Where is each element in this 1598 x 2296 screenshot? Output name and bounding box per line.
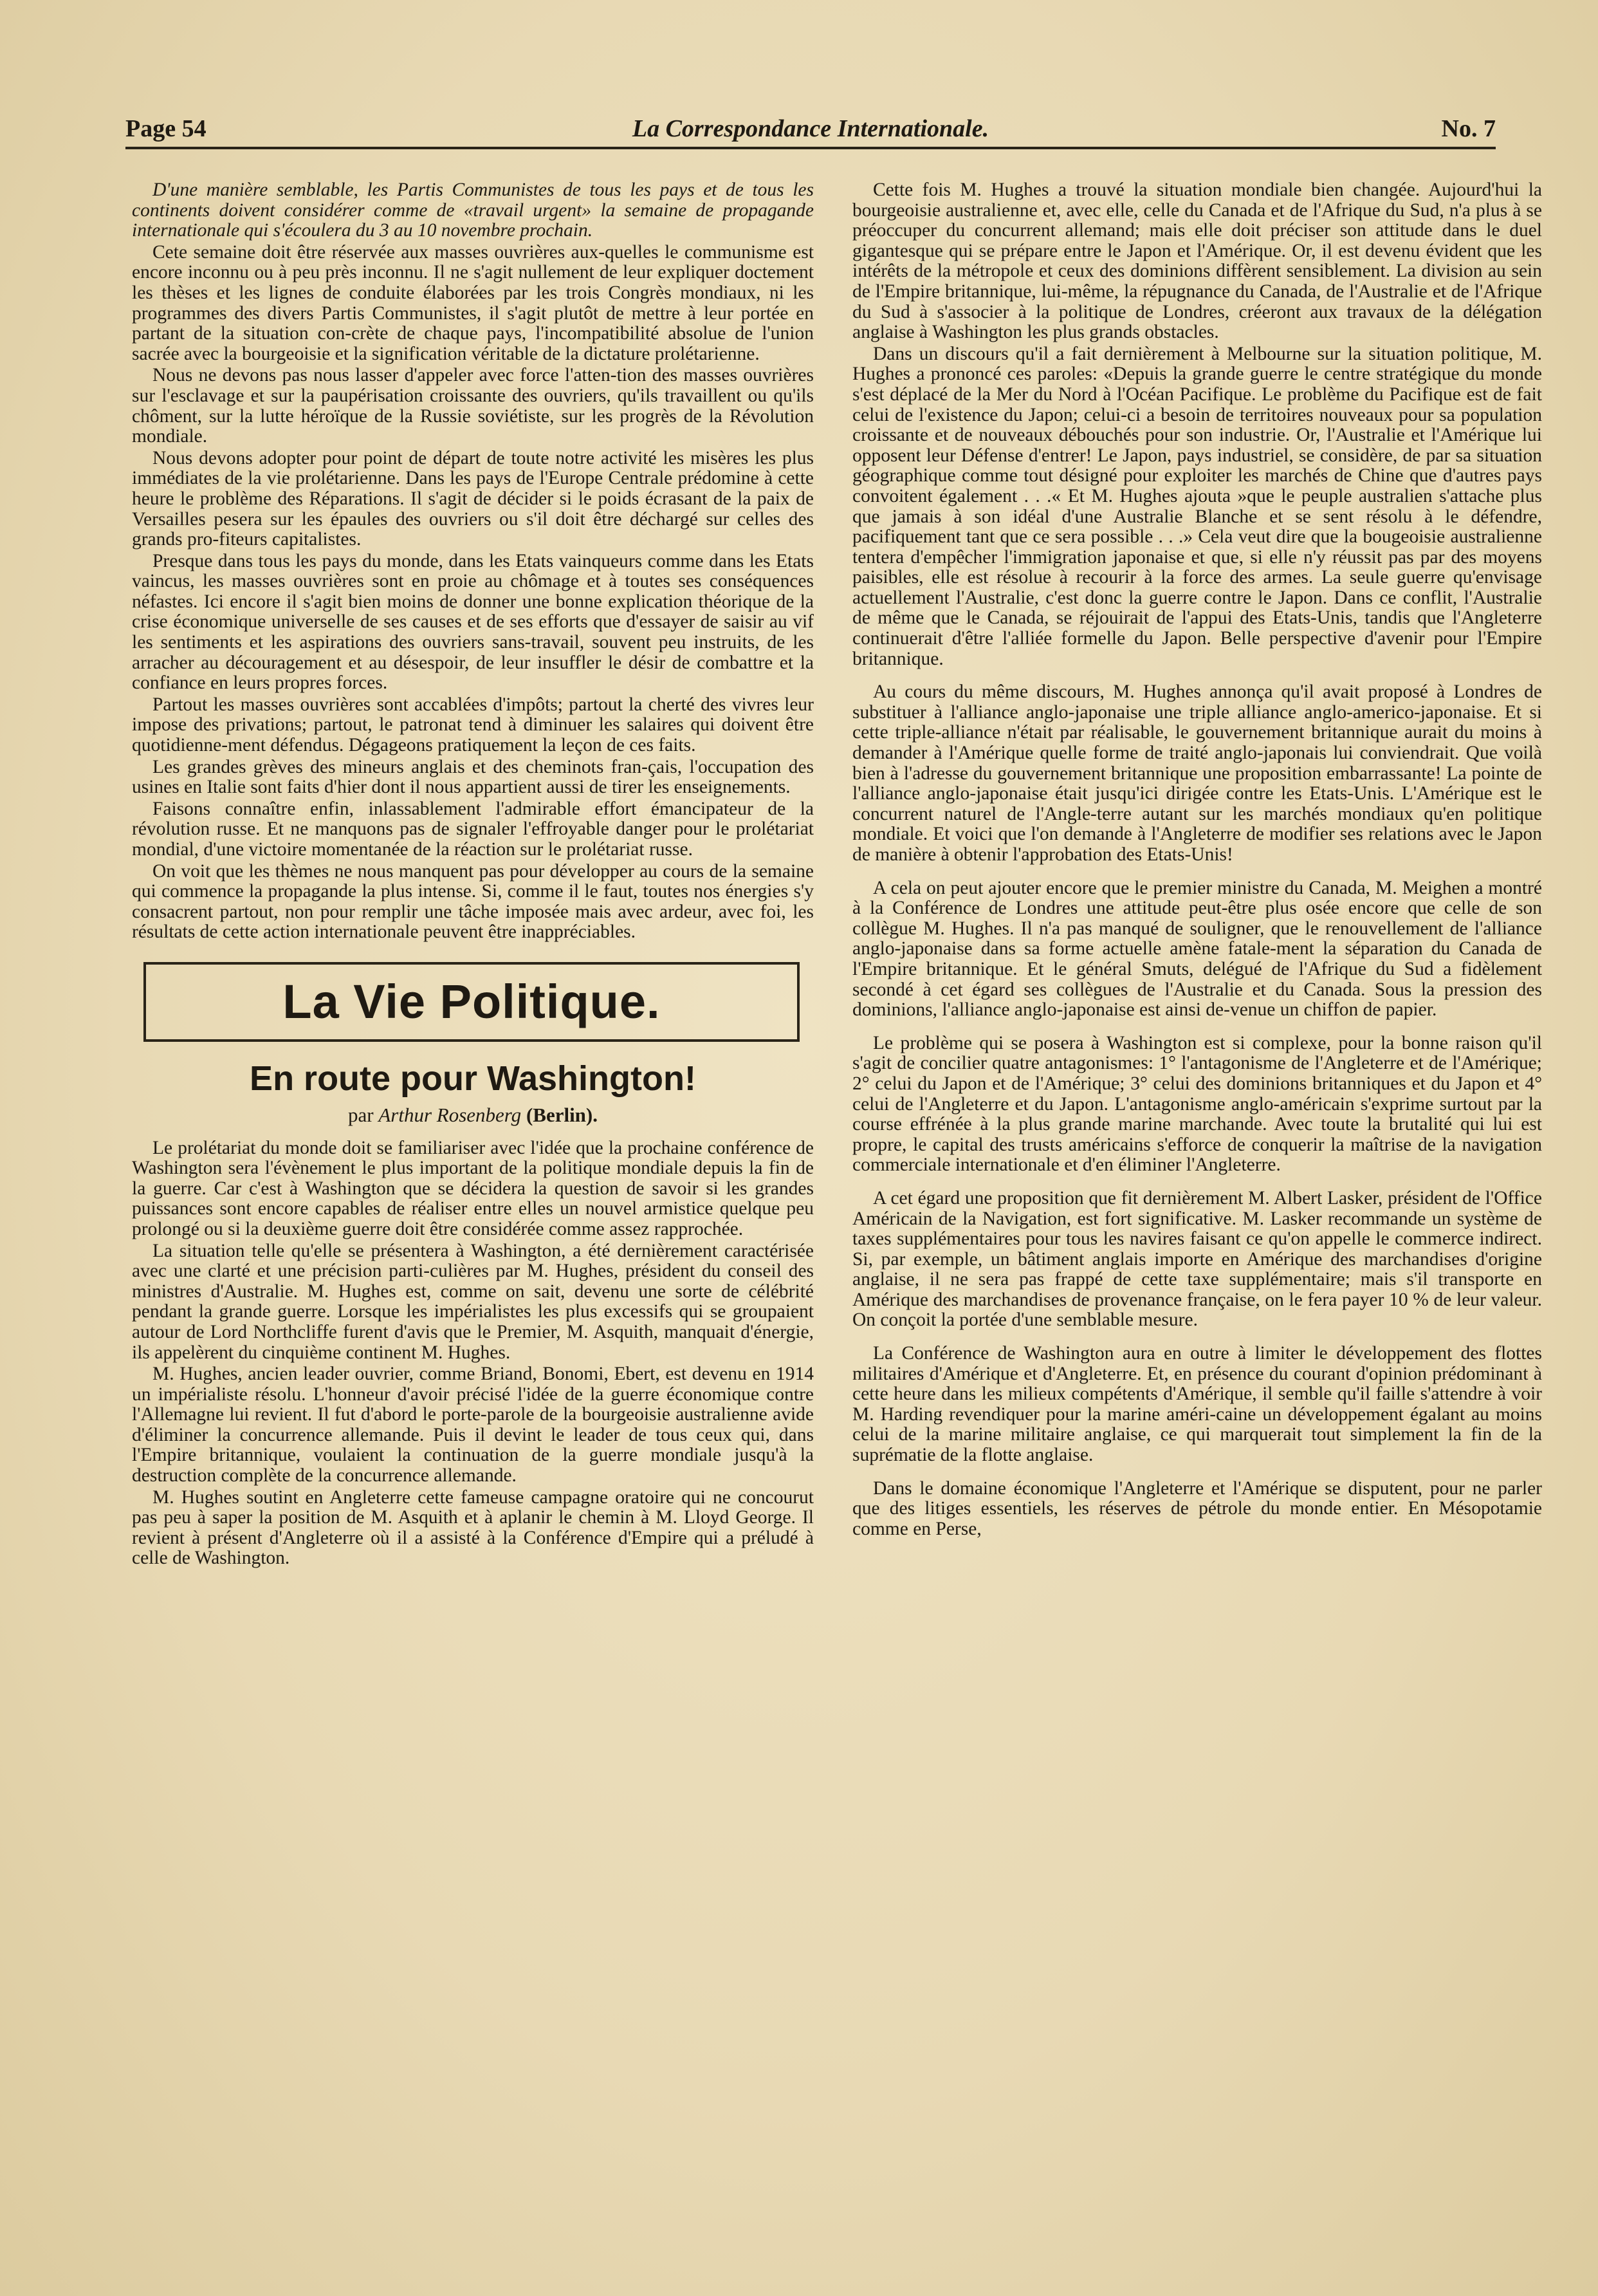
intro-paragraph-5: Presque dans tous les pays du monde, dans les Etats vainqueurs comme dans les Etats vaincus, les masses ouvrières sont en proie au chômage et à toutes ses conséquences néfastes. Ici encore il s'agit bien moins de donner une bonne explication théorique de la crise économique universelle de ses causes et de ses efforts que d'essayer de saisir au vif les sentiments et les aspirations des ouvriers sans-travail, souvent peu instruits, de les arracher au découragement et au désespoir, de leur insuffler le désir de combattre et la confiance en leurs propres forces. — [132, 550, 814, 694]
section-title: La Vie Politique. — [282, 975, 661, 1029]
article-paragraph-2: La situation telle qu'elle se présentera à Washington, a été dernièrement caractérisée avec une clarté et une précision parti-culières par M. Hughes, président du conseil des ministres d'Australie. M. Hughes est, comme on sait, devenu une sorte de célébrité pendant la grande guerre. Lorsque les impérialistes les plus excessifs qui se groupaient autour de Lord Northcliffe furent d'avis que le Premier, M. Asquith, manquait d'énergie, ils appelèrent du cinquième continent M. Hughes. — [132, 1240, 814, 1363]
intro-paragraph-3: Nous ne devons pas nous lasser d'appeler avec force l'atten-tion des masses ouvrières sur l'esclavage et sur la paupérisation croissante des ouvriers, qu'ils travaillent ou qu'ils chôment, sur la lutte héroïque de la Russie soviétiste, sur les progrès de la Révolution mondiale. — [132, 365, 814, 447]
intro-paragraph-4: Nous devons adopter pour point de départ de toute notre activité les misères les plus immédiates de la vie prolétarienne. Dans les pays de l'Europe Centrale prédomine à cette heure le problème des Réparations. Il s'agit de décider si le poids écrasant de la paix de Versailles pesera sur les épaules des ouvriers ou s'il doit être déchargé sur celles des grands pro-fiteurs capitalistes. — [132, 447, 814, 550]
article-title: En route pour Washington! — [250, 1059, 696, 1098]
intro-paragraph-8: Faisons connaître enfin, inlassablement l'admirable effort émancipateur de la révolution russe. Et ne manquons pas de signaler l'effroyable danger pour le prolétariat mondial, d'une victoire momentanée de la réaction sur le prolétariat russe. — [132, 798, 814, 860]
page-header — [125, 109, 1496, 148]
article-paragraph-1: Le prolétariat du monde doit se familiariser avec l'idée que la prochaine conférence de Washington sera l'évènement le plus important de la politique mondiale depuis la fin de la guerre. Car c'est à Washington que se décidera la question de savoir si les grandes puissances sont encore capables de réaliser entre elles un nouvel armistice quelque peu prolongé ou si la deuxième guerre doit être considérée comme assez rapprochée. — [132, 1137, 814, 1239]
intro-paragraph-1: D'une manière semblable, les Partis Communistes de tous les pays et de tous les continents doivent considérer comme de «travail urgent» la semaine de propagande internationale qui s'écoulera du 3 au 10 novembre prochain. — [132, 180, 814, 241]
header-rule — [125, 147, 1496, 149]
right-paragraph-6: A cet égard une proposition que fit dernièrement M. Albert Lasker, président de l'Office Américain de la Navigation, est fort significative. M. Lasker recommande un système de taxes supplémentaires pour tous les navires faisant ce qu'on appelle le commerce indirect. Si, par exemple, un bâtiment anglais importe en Amérique des marchandises d'origine anglaise, il ne sera pas frappé de cette taxe supplémentaire; mais s'il transporte en Amérique des marchandises de provenance française, on le fera payer 10 % de leur valeur. On conçoit la portée d'une semblable mesure. — [852, 1187, 1542, 1331]
intro-paragraph-6: Partout les masses ouvrières sont accablées d'impôts; partout la cherté des vivres leur impose des privations; partout, le patronat tend à diminuer les salaires qui doivent être quotidienne-ment défendus. Dégageons pratiquement la leçon de ces faits. — [132, 694, 814, 756]
right-paragraph-3: Au cours du même discours, M. Hughes annonça qu'il avait proposé à Londres de substituer à l'alliance anglo-japonaise une triple alliance anglo-americo-japonaise. Et si cette triple-alliance n'était par réalisable, le gouvernement britannique aurait du moins à demander à l'Amérique quelle forme de traité anglo-japonais lui conviendrait. Que voilà bien à l'adresse du gouvernement britannique une proposition embarrassante! La pointe de l'alliance anglo-japonaise était jusqu'ici dirigée contre les Etats-Unis. L'Amérique est le concurrent naturel de l'Angle-terre autant sur les marchés mondiaux qu'en politique mondiale. Et voici que l'on demande à l'Angleterre de modifier ses relations avec le Japon de manière à obtenir l'approbation des Etats-Unis! — [852, 681, 1542, 865]
issue-number: No. 7 — [1441, 115, 1496, 142]
byline-city: (Berlin). — [526, 1103, 598, 1126]
byline — [132, 1105, 814, 1125]
right-paragraph-1: Cette fois M. Hughes a trouvé la situation mondiale bien changée. Aujourd'hui la bourgeoisie australienne et, avec elle, celle du Canada et de l'Afrique du Sud, n'a plus à se préoccuper du concurrent allemand; mais elle doit préciser son attitude dans le duel gigantesque qui se prépare entre le Japon et l'Amérique. Or, il est devenu évident que les intérêts de la métropole et ceux des dominions diffèrent sensiblement. La division au sein de l'Empire britannique, lui-même, la répugnance du Canada, de l'Australie et de l'Afrique du Sud à s'associer à la politique de Londres, créeront aux travaux de la délégation anglaise à Washington les plus grands obstacles. — [852, 180, 1542, 343]
left-column — [132, 180, 814, 1569]
right-paragraph-4: A cela on peut ajouter encore que le premier ministre du Canada, M. Meighen a montré à la Conférence de Londres une attitude peut-être plus osée encore que celle de son collègue M. Hughes. Il n'a pas manqué de souligner, que le renouvellement de l'alliance anglo-japonaise dans sa forme actuelle amène fatale-ment la séparation du Canada de l'Empire britannique. Et le général Smuts, delégué de l'Afrique du Sud a fidèlement secondé à cet égard ses collègues de l'Australie et du Canada. Sous la pression des dominions, l'alliance anglo-japonaise est ainsi de-venue un chiffon de papier. — [852, 877, 1542, 1021]
intro-paragraph-7: Les grandes grèves des mineurs anglais et des cheminots fran-çais, l'occupation des usines en Italie sont faits d'hier dont il nous appartient aussi de tirer les enseignements. — [132, 756, 814, 798]
intro-paragraph-2: Cete semaine doit être réservée aux masses ouvrières aux-quelles le communisme est encore inconnu ou à peu près inconnu. Il ne s'agit nullement de leur expliquer doctement les thèses et les lignes de conduite élaborées par les trois Congrès mondiaux, ni les programmes des divers Partis Communistes, il s'agit plutôt de mettre à leur portée en partant de la situation con-crète de chaque pays, l'incompatibilité absolue de l'union sacrée avec la bourgeoisie et la signification véritable de la dictature prolétarienne. — [132, 241, 814, 364]
intro-paragraph-9: On voit que les thèmes ne nous manquent pas pour développer au cours de la semaine qui commence la propagande la plus intense. Si, comme il le faut, toutes nos énergies s'y consacrent partout, non pour remplir une tâche imposée mais avec ardeur, avec foi, les résultats de cette action internationale peuvent être inappréciables. — [132, 860, 814, 943]
article-paragraph-4: M. Hughes soutint en Angleterre cette fameuse campagne oratoire qui ne concourut pas peu à saper la position de M. Asquith et à aplanir le chemin à M. Lloyd George. Il revient à présent d'Angleterre où il a assisté à la Conférence d'Empire qui a préludé à celle de Washington. — [132, 1486, 814, 1569]
byline-author: Arthur Rosenberg — [378, 1103, 522, 1126]
right-paragraph-7: La Conférence de Washington aura en outre à limiter le développement des flottes militaires d'Amérique et d'Angleterre. Et, en présence du courant d'opinion prédominant à cette heure dans les milieux compétents d'Amérique, il semble qu'il faille s'attendre à voir M. Harding revendiquer pour la marine améri-caine un développement égalant au moins celui de la marine militaire anglaise, ce qui marquerait tout simplement la fin de la suprématie de la flotte anglaise. — [852, 1343, 1542, 1466]
right-paragraph-2: Dans un discours qu'il a fait dernièrement à Melbourne sur la situation politique, M. Hughes a prononcé ces paroles: «Depuis la grande guerre le centre stratégique du monde s'est déplacé de la Mer du Nord à l'Océan Pacifique. Le problème du Pacifique est de fait celui de l'existence du Japon; celui-ci a besoin de territoires nouveaux pour sa population croissante et de nouveaux débouchés pour son industrie. Or, l'Australie et l'Amérique lui opposent leur Défense d'entrer! Le Japon, pays industriel, se considère, de par sa situation géographique comme tout désigné pour exploiter les marchés de Chine que d'autres pays convoitent également . . .« Et M. Hughes ajouta »que le peuple australien s'attache plus que jamais à son idéal d'une Australie Blanche et se sent résolu à le défendre, pacifiquement tant que ce sera possible . . .» Cela veut dire que la bougeoisie australienne tentera d'empêcher l'immigration japonaise et que, si elle n'y réussit pas par des moyens paisibles, elle est résolue à recourir à la force des armes. La seule guerre qu'envisage actuellement l'Australie, c'est donc la guerre contre le Japon. Dans ce conflit, l'Australie de même que le Canada, se réjouirait de l'appui des Etats-Unis, tandis que l'Angleterre continuerait d'être l'alliée formelle du Japon. Belle perspective d'avenir pour l'Empire britannique. — [852, 343, 1542, 669]
article-paragraph-3: M. Hughes, ancien leader ouvrier, comme Briand, Bonomi, Ebert, est devenu en 1914 un impérialiste résolu. L'honneur d'avoir précisé l'idée de la guerre économique contre l'Allemagne lui revient. Il fut d'abord le porte-parole de la bourgeoisie australienne avide d'éliminer la concurrence allemande. Puis il devint le leader de tous ceux qui, dans l'Empire britannique, voulaient la continuation de la guerre mondiale jusqu'à la destruction complète de la concurrence allemande. — [132, 1364, 814, 1486]
page-number: Page 54 — [125, 115, 207, 142]
right-column — [852, 180, 1542, 1539]
byline-prefix: par — [347, 1103, 374, 1126]
section-title-box — [143, 962, 800, 1042]
journal-title: La Correspondance Internationale. — [632, 115, 989, 142]
right-paragraph-5: Le problème qui se posera à Washington est si complexe, pour la bonne raison qu'il s'agit de concilier quatre antagonismes: 1° l'antagonisme de l'Angleterre et de l'Amérique; 2° celui du Japon et de l'Amérique; 3° celui des dominions britanniques et du Japon et 4° celui de l'Angleterre et du Japon. L'antagonisme anglo-américain s'exprime surtout par la course effrénée à la plus grande marine marchande. Avec toute la brutalité qui lui est propre, le capital des trusts américains s'efforce de conquerir la maîtrise de la navigation commerciale internationale et d'en éliminer l'Angleterre. — [852, 1032, 1542, 1176]
right-paragraph-8: Dans le domaine économique l'Angleterre et l'Amérique se disputent, pour ne parler que des litiges essentiels, les réserves de pétrole du monde entier. En Mésopotamie comme en Perse, — [852, 1477, 1542, 1539]
